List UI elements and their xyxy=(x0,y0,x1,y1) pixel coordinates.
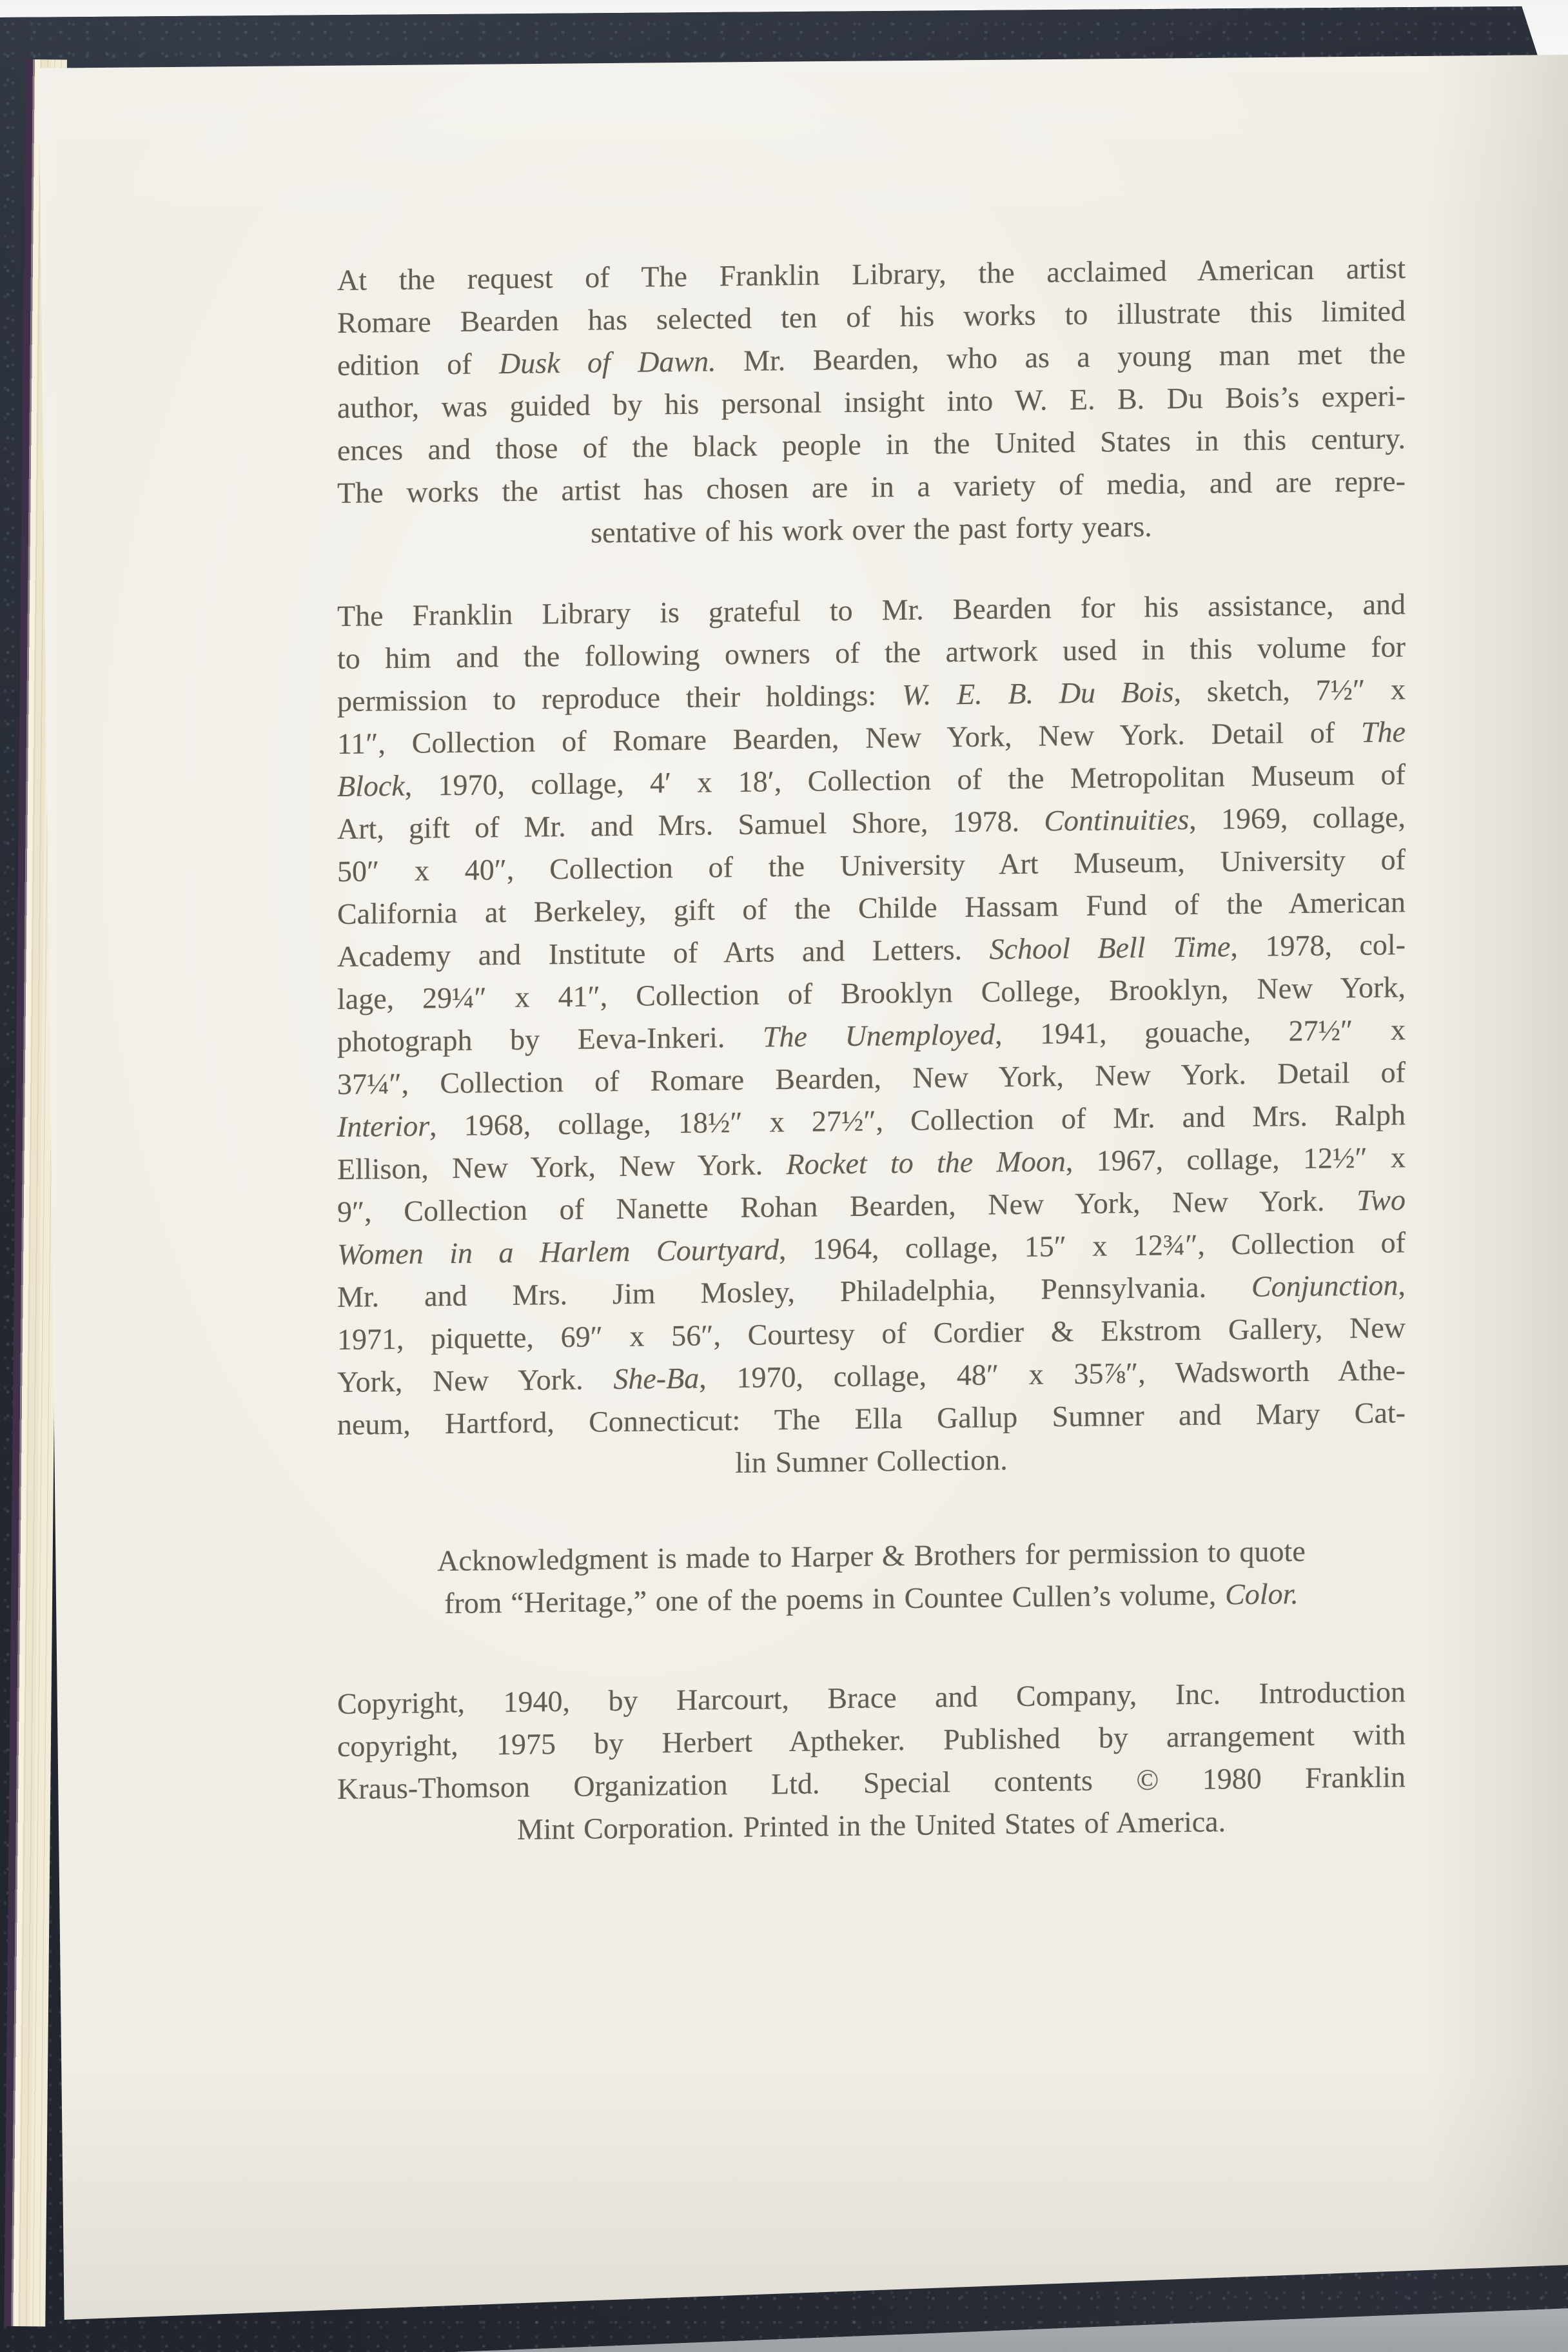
italic-text-segment: She-Ba xyxy=(613,1361,700,1396)
italic-text-segment: Color. xyxy=(1225,1577,1298,1611)
italic-text-segment: Continuities xyxy=(1044,803,1190,838)
text-segment: California at Berkeley, gift of the Childe Hassam Fund of the American xyxy=(337,885,1406,930)
text-segment: At the request of The Franklin Library, the acclaimed American artist xyxy=(337,251,1406,297)
text-segment: , xyxy=(1398,1268,1406,1302)
italic-text-segment: W. E. B. Du Bois xyxy=(901,675,1174,712)
italic-text-segment: School Bell Time xyxy=(989,930,1231,966)
text-segment: author, was guided by his personal insight into W. E. B. Du Bois’s experi- xyxy=(337,379,1406,424)
text-segment: from “Heritage,” one of the poems in Countee Cullen’s volume, xyxy=(444,1578,1226,1620)
text-segment: , sketch, 7½″ x xyxy=(1173,672,1406,709)
text-segment: Art, gift of Mr. and Mrs. Samuel Shore, 1978. xyxy=(337,804,1044,845)
italic-text-segment: Block xyxy=(337,769,405,803)
text-segment: photograph by Eeva-Inkeri. xyxy=(337,1020,763,1058)
paragraph xyxy=(337,1671,1406,1853)
text-segment: Mint Corporation. Printed in the United States of America. xyxy=(516,1805,1226,1846)
text-segment: edition of xyxy=(337,347,499,382)
text-segment: sentative of his work over the past forty years. xyxy=(591,509,1152,549)
text-segment: , 1969, collage, xyxy=(1189,800,1406,836)
text-segment: , 1970, collage, 4′ x 18′, Collection of the Metropolitan Museum of xyxy=(404,758,1406,802)
text-segment: Romare Bearden has selected ten of his works to illustrate this limited xyxy=(337,294,1406,339)
text-segment: Kraus-Thomson Organization Ltd. Special contents © 1980 Franklin xyxy=(337,1760,1406,1805)
text-segment: ences and those of the black people in the United States in this century. xyxy=(337,422,1406,467)
text-segment: lage, 29¼″ x 41″, Collection of Brooklyn College, Brooklyn, New York, xyxy=(337,970,1406,1015)
text-segment: The Franklin Library is grateful to Mr. Bearden for his assistance, and xyxy=(337,587,1406,632)
text-segment: Mr. and Mrs. Jim Mosley, Philadelphia, Pennsylvania. xyxy=(337,1269,1252,1313)
text-segment: The works the artist has chosen are in a variety of media, and are repre- xyxy=(337,464,1406,509)
text-segment: to him and the following owners of the artwork used in this volume for xyxy=(337,630,1406,675)
italic-text-segment: Two xyxy=(1357,1183,1406,1217)
italic-text-segment: Women in a Harlem Courtyard xyxy=(337,1233,779,1271)
text-segment: 1971, piquette, 69″ x 56″, Courtesy of Cordier & Ekstrom Gallery, New xyxy=(337,1311,1406,1356)
italic-text-segment: The xyxy=(1361,715,1406,749)
text-segment: , 1964, collage, 15″ x 12¾″, Collection of xyxy=(778,1226,1406,1266)
text-segment: 37¼″, Collection of Romare Bearden, New York, New York. Detail of xyxy=(337,1055,1406,1101)
text-segment: , 1941, gouache, 27½″ x xyxy=(995,1013,1406,1051)
italic-text-segment: Interior xyxy=(337,1109,430,1143)
text-segment: Acknowledgment is made to Harper & Brothers for permission to quote xyxy=(437,1534,1306,1578)
text-segment: Copyright, 1940, by Harcourt, Brace and Company, Inc. Introduction xyxy=(337,1675,1406,1720)
text-segment: Academy and Institute of Arts and Letters. xyxy=(337,932,990,973)
paragraph xyxy=(337,583,1406,1489)
italic-text-segment: Rocket to the Moon xyxy=(786,1144,1066,1181)
text-segment: neum, Hartford, Connecticut: The Ella Gallup Sumner and Mary Cat- xyxy=(337,1396,1406,1441)
text-segment: , 1978, col- xyxy=(1230,928,1406,963)
paragraph xyxy=(337,247,1406,557)
text-segment: 11″, Collection of Romare Bearden, New York, New York. Detail of xyxy=(337,715,1361,760)
text-segment: , 1967, collage, 12½″ x xyxy=(1065,1141,1406,1178)
italic-text-segment: Conjunction xyxy=(1251,1268,1398,1303)
italic-text-segment: The Unemployed xyxy=(762,1017,995,1054)
text-segment: copyright, 1975 by Herbert Aptheker. Published by arrangement with xyxy=(337,1718,1406,1763)
text-segment: York, New York. xyxy=(337,1362,614,1398)
text-segment: , 1970, collage, 48″ x 35⅞″, Wadsworth Athe- xyxy=(699,1353,1406,1395)
text-segment: lin Sumner Collection. xyxy=(735,1443,1008,1479)
paragraph xyxy=(337,1529,1406,1626)
text-segment: Ellison, New York, New York. xyxy=(337,1148,787,1186)
text-segment: , 1968, collage, 18½″ x 27½″, Collection of Mr. and Mrs. Ralph xyxy=(429,1098,1406,1142)
text-segment: Mr. Bearden, who as a young man met the xyxy=(716,337,1406,378)
italic-text-segment: Dusk of Dawn. xyxy=(499,344,716,380)
text-segment: permission to reproduce their holdings: xyxy=(337,678,902,718)
text-segment: 50″ x 40″, Collection of the University Art Museum, University of xyxy=(337,843,1406,888)
text-segment: 9″, Collection of Nanette Rohan Bearden, New York, New York. xyxy=(337,1184,1357,1228)
page-text xyxy=(337,247,1406,1853)
